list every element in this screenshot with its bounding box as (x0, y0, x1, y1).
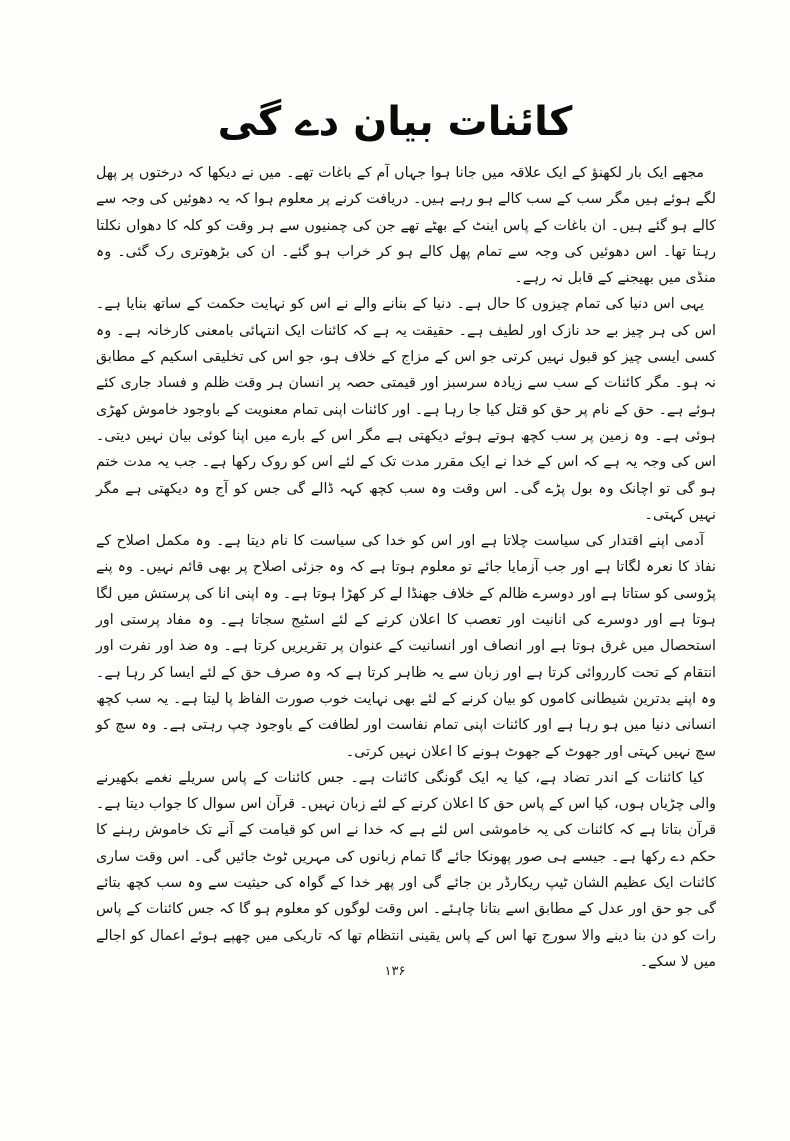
paragraph-4: کیا کائنات کے اندر تضاد ہے، کیا یہ ایک گونگی کائنات ہے۔ جس کائنات کے پاس سریلے نغمے بکھیرنے والی چڑیاں ہوں، کیا اس کے پاس حق کا اعلان کرنے کے لئے زبان نہیں۔ قرآن اس سوال کا جواب دیتا ہے۔ قرآن بتاتا ہے کہ کائنات کی یہ خاموشی اس لئے ہے کہ خدا نے اس کو قیامت کے آنے تک خاموش رہنے کا حکم دے رکھا ہے۔ جیسے ہی صور پھونکا جائے گا تمام زبانوں کی مہریں ٹوٹ جائیں گی۔ اس وقت ساری کائنات ایک عظیم الشان ٹیپ ریکارڈر بن جائے گی اور پھر خدا کے گواہ کی حیثیت سے وہ سب کچھ بتائے گی جو حق اور عدل کے مطابق اسے بتانا چاہئے۔ اس وقت لوگوں کو معلوم ہو گا کہ جس کائنات کے پاس رات کو دن بنا دینے والا سورج تھا اس کے پاس یقینی انتظام تھا کہ تاریکی میں چھپے ہوئے اعمال کو اجالے میں لا سکے۔ (96, 769, 716, 970)
page-number: ۱۳۶ (384, 964, 406, 979)
paragraph-1: مجھے ایک بار لکھنؤ کے ایک علاقہ میں جانا ہوا جہاں آم کے باغات تھے۔ میں نے دیکھا کہ درختوں پر پھل لگے ہوئے ہیں مگر سب کے سب کالے ہو رہے ہیں۔ دریافت کرنے پر معلوم ہوا کہ یہ دھوئیں کی وجہ سے کالے ہو گئے ہیں۔ ان باغات کے پاس اینٹ کے بھٹے تھے جن کی چمنیوں سے ہر وقت کو کلہ کا دھواں نکلتا رہتا تھا۔ اس دھوئیں کی وجہ سے تمام پھل کالے ہو کر خراب ہو گئے۔ ان کی بڑھوتری رک گئی۔ وہ منڈی میں بھیجنے کے قابل نہ رہے۔ (96, 165, 716, 287)
page-title: کائنات بیان دے گی (217, 99, 573, 145)
article-body (96, 160, 716, 975)
paragraph-2: یہی اس دنیا کی تمام چیزوں کا حال ہے۔ دنیا کے بنانے والے نے اس کو نہایت حکمت کے ساتھ بنایا ہے۔ اس کی ہر چیز بے حد نازک اور لطیف ہے۔ حقیقت یہ ہے کہ کائنات ایک انتہائی بامعنی کارخانہ ہے۔ وہ کسی ایسی چیز کو قبول نہیں کرتی جو اس کے مزاج کے خلاف ہو، جو اس کی تخلیقی اسکیم کے مطابق نہ ہو۔ مگر کائنات کے سب سے زیادہ سرسبز اور قیمتی حصہ پر انسان ہر وقت ظلم و فساد جاری کئے ہوئے ہے۔ حق کے نام پر حق کو قتل کیا جا رہا ہے۔ اور کائنات اپنی تمام معنویت کے باوجود خاموش کھڑی ہوئی ہے۔ وہ زمین پر سب کچھ ہوتے ہوئے دیکھتی ہے مگر اس کے بارے میں اپنا کوئی بیان نہیں دیتی۔ اس کی وجہ یہ ہے کہ اس کے خدا نے ایک مقرر مدت تک کے لئے اس کو روک رکھا ہے۔ جب یہ مدت ختم ہو گی تو اچانک وہ بول پڑے گی۔ اس وقت وہ سب کچھ کہہ ڈالے گی جس کو آج وہ دیکھتی ہے مگر نہیں کہتی۔ (96, 296, 716, 523)
paragraph-3: آدمی اپنے اقتدار کی سیاست چلاتا ہے اور اس کو خدا کی سیاست کا نام دیتا ہے۔ وہ مکمل اصلاح کے نفاذ کا نعرہ لگاتا ہے اور جب آزمایا جائے تو معلوم ہوتا ہے کہ وہ جزئی اصلاح پر بھی قائم نہیں۔ وہ پنے پڑوسی کو ستاتا ہے اور دوسرے ظالم کے خلاف جھنڈا لے کر کھڑا ہوتا ہے۔ وہ اپنی انا کی پرستش میں لگا ہوتا ہے اور دوسرے کی انانیت اور تعصب کا اعلان کرنے کے لئے اسٹیج سجاتا ہے۔ وہ مفاد پرستی اور استحصال میں غرق ہوتا ہے اور انصاف اور انسانیت کے عنوان پر تقریریں کرتا ہے۔ وہ ضد اور نفرت اور انتقام کے تحت کارروائی کرتا ہے اور زبان سے یہ ظاہر کرتا ہے کہ وہ صرف حق کے لئے ایسا کر رہا ہے۔ وہ اپنے بدترین شیطانی کاموں کو بیان کرنے کے لئے بھی نہایت خوب صورت الفاظ پا لیتا ہے۔ یہ سب کچھ انسانی دنیا میں ہو رہا ہے اور کائنات اپنی تمام نفاست اور لطافت کے باوجود چپ رہتی ہے۔ وہ سچ کو سچ نہیں کہتی اور جھوٹ کے جھوٹ ہونے کا اعلان نہیں کرتی۔ (96, 533, 716, 760)
